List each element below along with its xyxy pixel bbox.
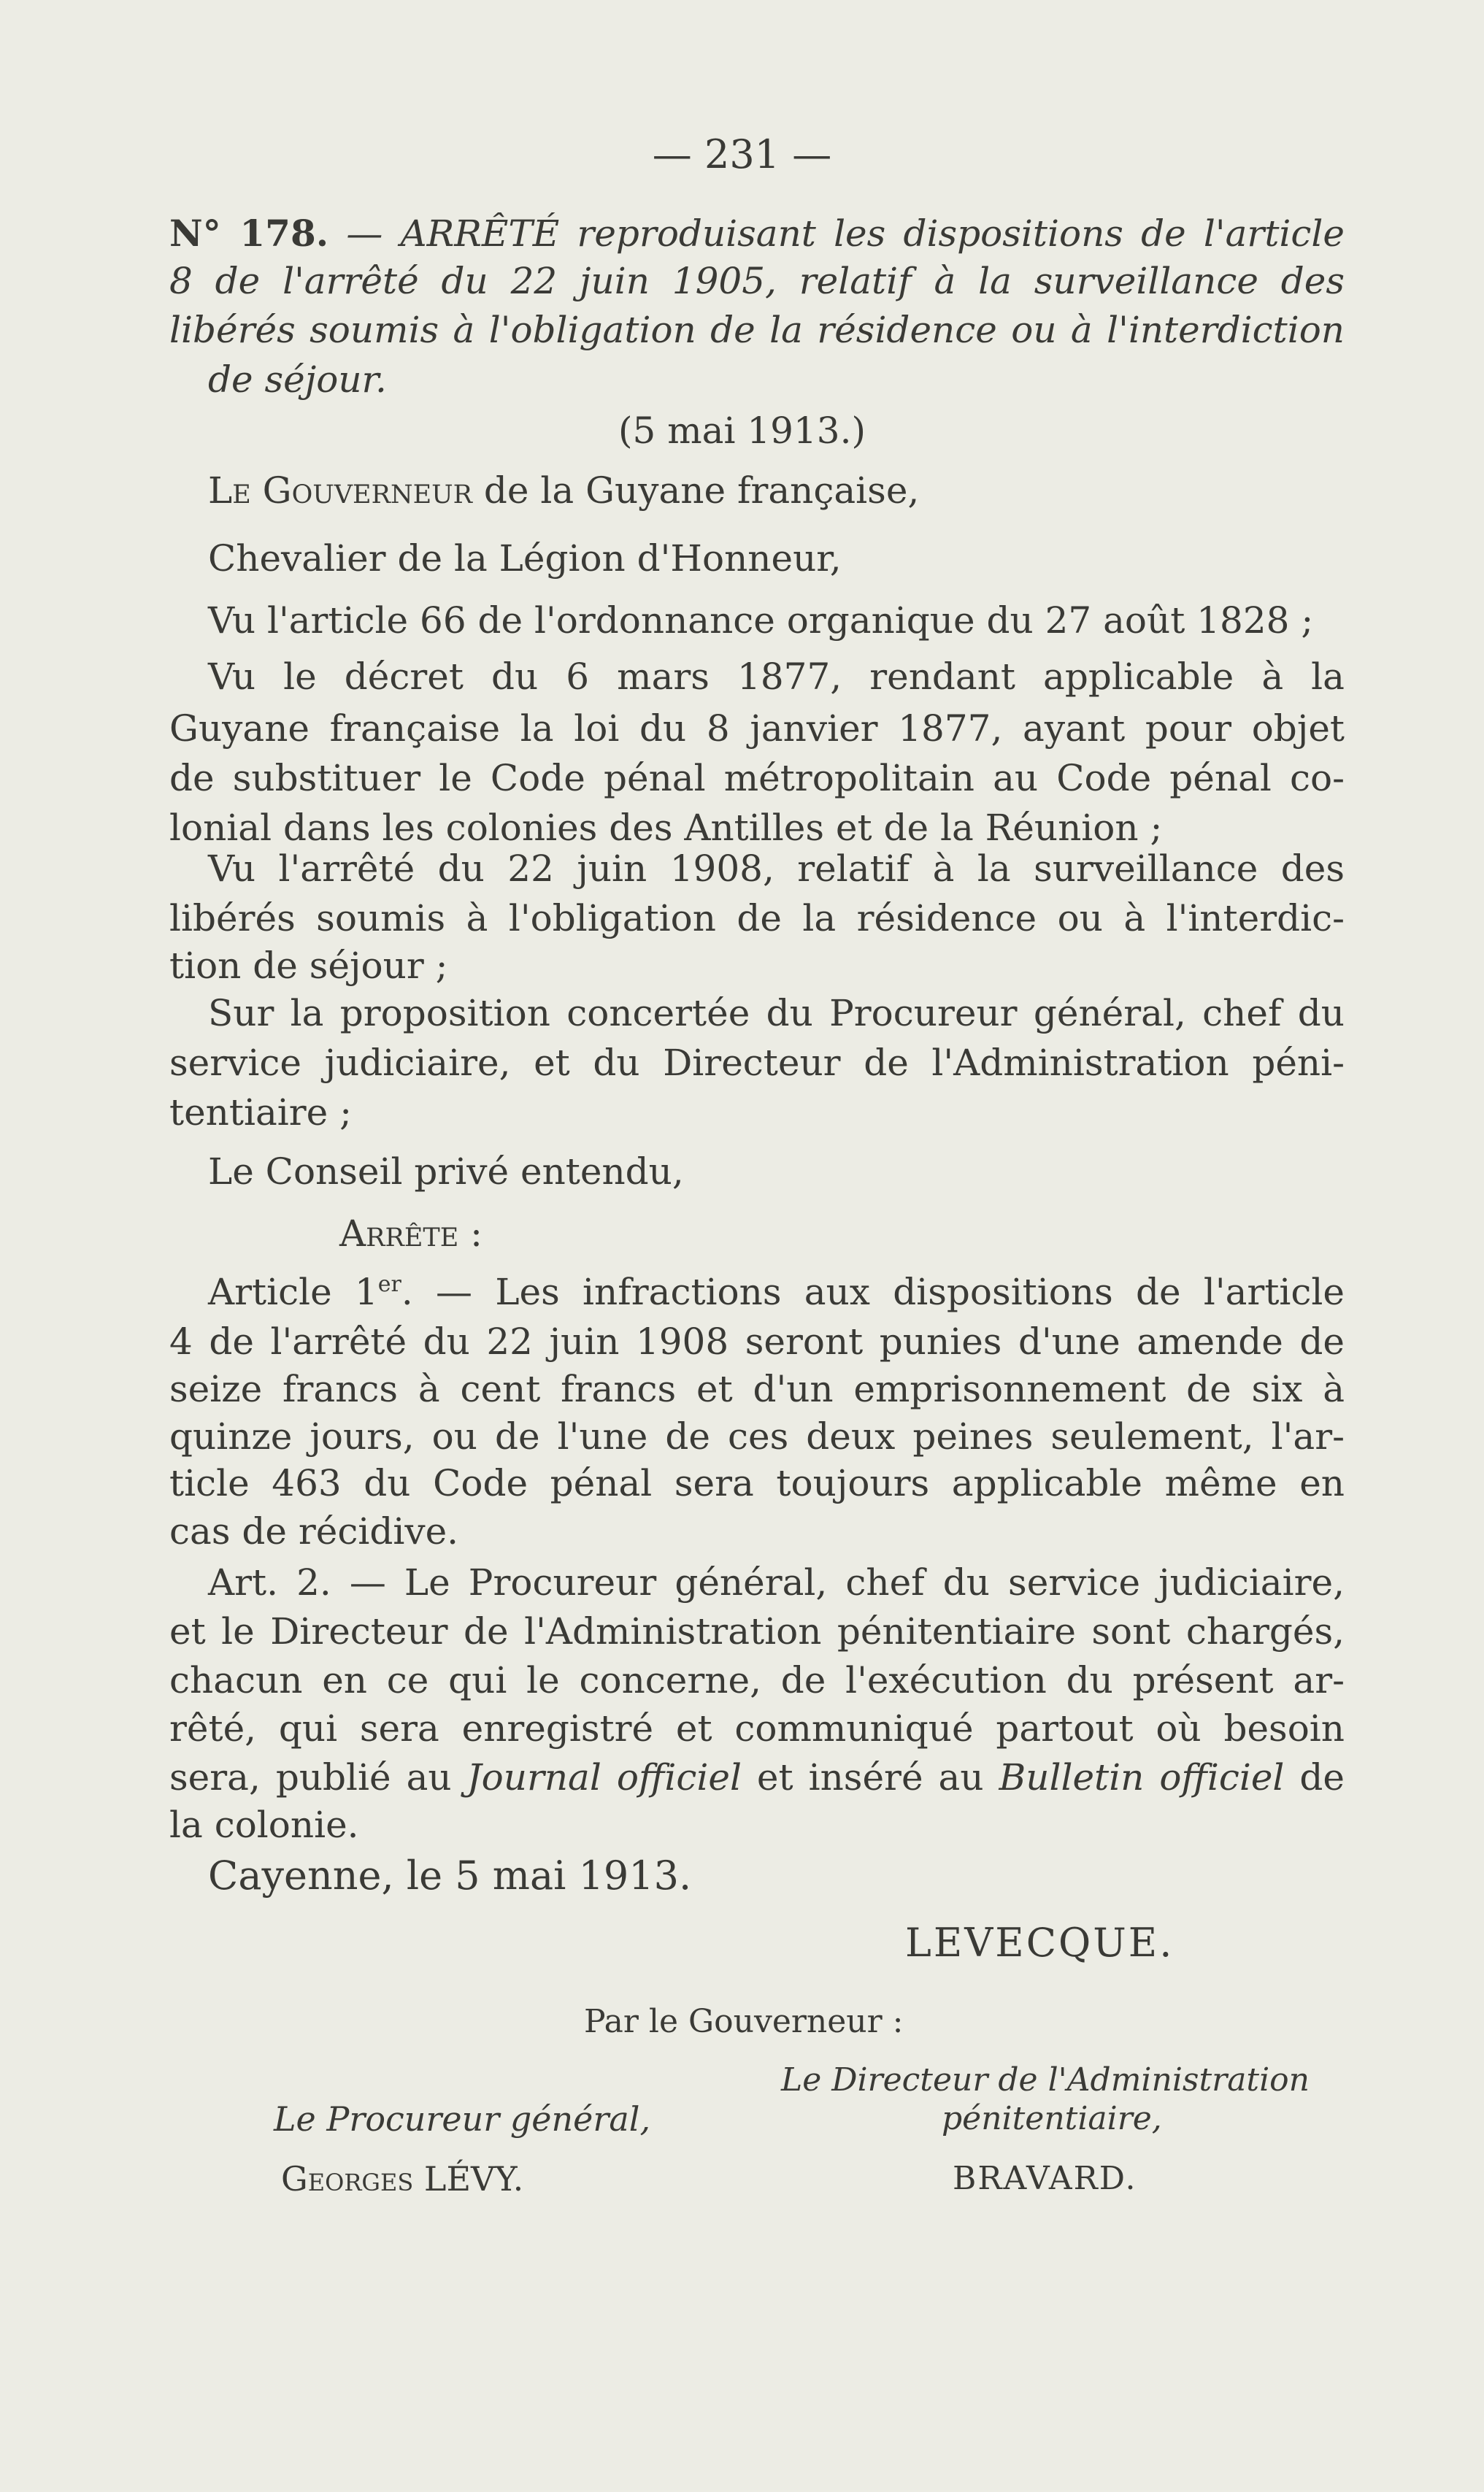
visa-2-line-4: lonial dans les colonies des Antilles et de la Réunion ; — [169, 807, 1163, 849]
article-1-line-1: Article 1er. — Les infractions aux dispositions de l'article — [208, 1271, 1345, 1313]
article-1-line-3: seize francs à cent francs et d'un emprisonnement de six à — [169, 1368, 1345, 1410]
council-line: Le Conseil privé entendu, — [208, 1150, 684, 1193]
proposal-line-1: Sur la proposition concertée du Procureur général, chef du — [208, 992, 1345, 1034]
visa-2-line-3: de substituer le Code pénal métropolitain au Code pénal co- — [169, 757, 1345, 799]
decree-title-line-1: N° 178. — ARRÊTÉ reproduisant les dispositions de l'article — [169, 212, 1345, 255]
visa-3-line-2: libérés soumis à l'obligation de la résidence ou à l'interdic- — [169, 897, 1345, 939]
visa-2-line-1: Vu le décret du 6 mars 1877, rendant applicable à la — [208, 655, 1345, 698]
visa-3-line-3: tion de séjour ; — [169, 945, 448, 987]
director-name: BRAVARD. — [953, 2160, 1137, 2197]
decree-title-line-2: 8 de l'arrêté du 22 juin 1905, relatif à la surveillance des — [169, 260, 1345, 302]
visa-2-line-2: Guyane française la loi du 8 janvier 1877, ayant pour objet — [169, 707, 1345, 750]
article-2-line-1: Art. 2. — Le Procureur général, chef du service judiciaire, — [208, 1561, 1345, 1604]
prosecutor-title: Le Procureur général, — [274, 2099, 651, 2139]
article-1-line-6: cas de récidive. — [169, 1510, 459, 1553]
article-2-line-2: et le Directeur de l'Administration pénitentiaire sont chargés, — [169, 1610, 1345, 1653]
article-2-line-6: la colonie. — [169, 1804, 359, 1846]
place-date: Cayenne, le 5 mai 1913. — [208, 1853, 692, 1899]
governor-signature: LEVECQUE. — [905, 1920, 1174, 1966]
director-title-line-2: pénitentiaire, — [942, 2100, 1162, 2137]
decree-title-line-4: de séjour. — [208, 358, 387, 401]
visa-1: Vu l'article 66 de l'ordonnance organique du 27 août 1828 ; — [208, 599, 1314, 642]
page-number: — 231 — — [652, 131, 832, 177]
article-2-line-4: rêté, qui sera enregistré et communiqué partout où besoin — [169, 1707, 1345, 1750]
director-title-line-1: Le Directeur de l'Administration — [781, 2061, 1310, 2099]
decree-date: (5 mai 1913.) — [618, 409, 866, 452]
proposal-line-3: tentiaire ; — [169, 1091, 352, 1134]
article-1-line-2: 4 de l'arrêté du 22 juin 1908 seront punies d'une amende de — [169, 1320, 1345, 1363]
prosecutor-name: Georges LÉVY. — [281, 2159, 524, 2199]
article-1-line-5: ticle 463 du Code pénal sera toujours applicable même en — [169, 1462, 1345, 1504]
governor-heading: Le Gouverneur de la Guyane française, — [208, 469, 920, 512]
decree-title-line-3: libérés soumis à l'obligation de la résidence ou à l'interdiction — [169, 309, 1345, 351]
chevalier-line: Chevalier de la Légion d'Honneur, — [208, 537, 842, 580]
article-1-line-4: quinze jours, ou de l'une de ces deux peines seulement, l'ar- — [169, 1415, 1345, 1458]
arrete-label: Arrête : — [339, 1212, 483, 1255]
article-2-line-3: chacun en ce qui le concerne, de l'exécution du présent ar- — [169, 1659, 1345, 1701]
decree-number: N° 178. — [169, 212, 329, 255]
article-2-line-5: sera, publié au Journal officiel et inséré au Bulletin officiel de — [169, 1756, 1345, 1799]
par-le-gouverneur: Par le Gouverneur : — [584, 2003, 904, 2040]
proposal-line-2: service judiciaire, et du Directeur de l'Administration péni- — [169, 1042, 1345, 1084]
visa-3-line-1: Vu l'arrêté du 22 juin 1908, relatif à la surveillance des — [208, 847, 1345, 890]
